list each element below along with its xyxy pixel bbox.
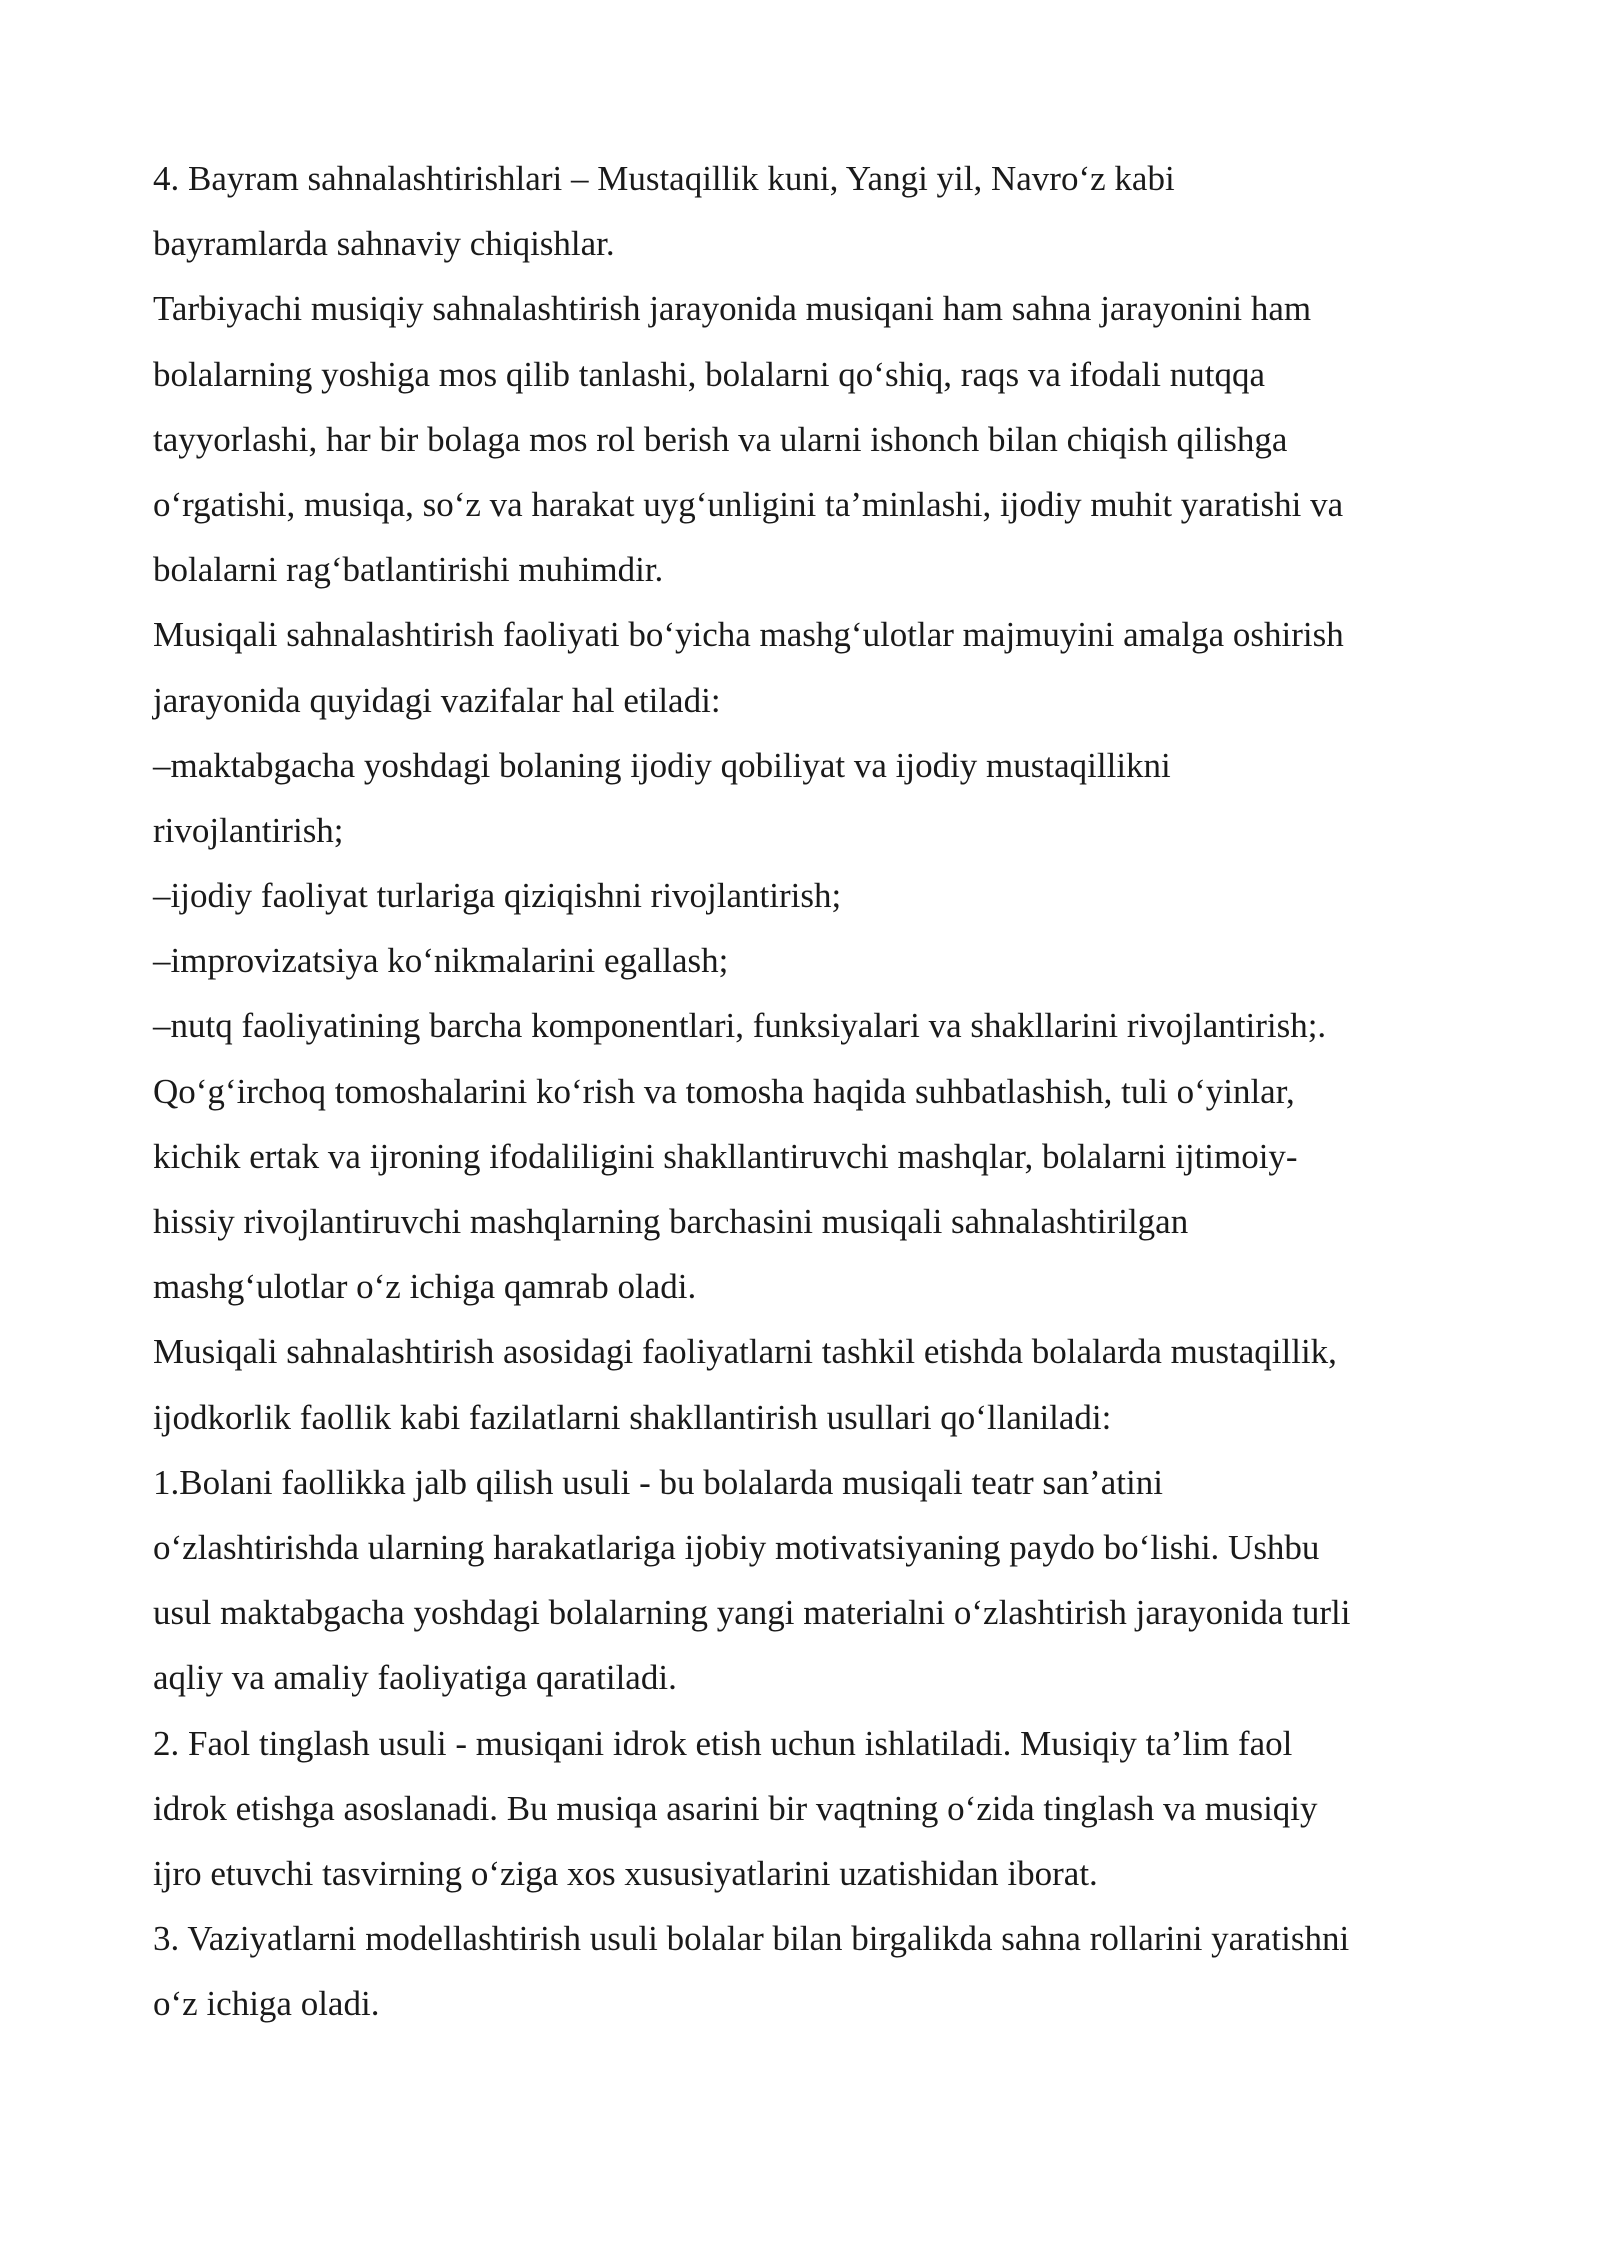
- text-line: kichik ertak va ijroning ifodaliligini shakllantiruvchi mashqlar, bolalarni ijtimoiy-: [153, 1136, 1298, 1176]
- text-line: bolalarni rag‘batlantirishi muhimdir.: [153, 550, 664, 590]
- text-line: ijodkorlik faollik kabi fazilatlarni shakllantirish usullari qo‘llaniladi:: [153, 1397, 1112, 1437]
- text-line: ijro etuvchi tasvirning o‘ziga xos xususiyatlarini uzatishidan iborat.: [153, 1853, 1098, 1893]
- text-line: aqliy va amaliy faoliyatiga qaratiladi.: [153, 1658, 677, 1698]
- text-line: rivojlantirish;: [153, 810, 344, 850]
- text-line: –maktabgacha yoshdagi bolaning ijodiy qobiliyat va ijodiy mustaqillikni: [153, 745, 1171, 785]
- text-line: o‘rgatishi, musiqa, so‘z va harakat uyg‘unligini ta’minlashi, ijodiy muhit yaratishi va: [153, 484, 1344, 524]
- text-line: o‘z ichiga oladi.: [153, 1984, 380, 2024]
- text-line: tayyorlashi, har bir bolaga mos rol berish va ularni ishonch bilan chiqish qilishga: [153, 419, 1288, 459]
- text-line: idrok etishga asoslanadi. Bu musiqa asarini bir vaqtning o‘zida tinglash va musiqiy: [153, 1788, 1318, 1828]
- text-line: mashg‘ulotlar o‘z ichiga qamrab oladi.: [153, 1267, 697, 1307]
- text-line: Musiqali sahnalashtirish faoliyati bo‘yicha mashg‘ulotlar majmuyini amalga oshirish: [153, 615, 1344, 655]
- text-line: hissiy rivojlantiruvchi mashqlarning barchasini musiqali sahnalashtirilgan: [153, 1202, 1189, 1241]
- text-line: bolalarning yoshiga mos qilib tanlashi, bolalarni qo‘shiq, raqs va ifodali nutqqa: [153, 354, 1266, 394]
- text-line: Qo‘g‘irchoq tomoshalarini ko‘rish va tomosha haqida suhbatlashish, tuli o‘yinlar,: [153, 1071, 1295, 1111]
- text-line: 4. Bayram sahnalashtirishlari – Mustaqillik kuni, Yangi yil, Navro‘z kabi: [153, 159, 1175, 198]
- text-line: usul maktabgacha yoshdagi bolalarning yangi materialni o‘zlashtirish jarayonida turli: [153, 1593, 1351, 1633]
- text-line: jarayonida quyidagi vazifalar hal etiladi:: [153, 680, 721, 720]
- text-line: 3. Vaziyatlarni modellashtirish usuli bolalar bilan birgalikda sahna rollarini yaratishni: [153, 1919, 1350, 1959]
- text-line: 2. Faol tinglash usuli - musiqani idrok etish uchun ishlatiladi. Musiqiy ta’lim faol: [153, 1723, 1293, 1763]
- text-line: Musiqali sahnalashtirish asosidagi faoliyatlarni tashkil etishda bolalarda mustaqillik,: [153, 1332, 1337, 1372]
- text-line: –ijodiy faoliyat turlariga qiziqishni rivojlantirish;: [153, 876, 842, 916]
- text-line: Tarbiyachi musiqiy sahnalashtirish jarayonida musiqani ham sahna jarayonini ham: [153, 289, 1312, 329]
- text-line: bayramlarda sahnaviy chiqishlar.: [153, 224, 615, 264]
- text-line: 1.Bolani faollikka jalb qilish usuli - bu bolalarda musiqali teatr san’atini: [153, 1462, 1163, 1502]
- text-line: –nutq faoliyatining barcha komponentlari, funksiyalari va shakllarini rivojlantirish;.: [153, 1006, 1327, 1046]
- body-text: [153, 146, 1463, 2036]
- text-line: –improvizatsiya ko‘nikmalarini egallash;: [153, 941, 729, 981]
- text-line: o‘zlashtirishda ularning harakatlariga ijobiy motivatsiyaning paydo bo‘lishi. Ushbu: [153, 1527, 1320, 1567]
